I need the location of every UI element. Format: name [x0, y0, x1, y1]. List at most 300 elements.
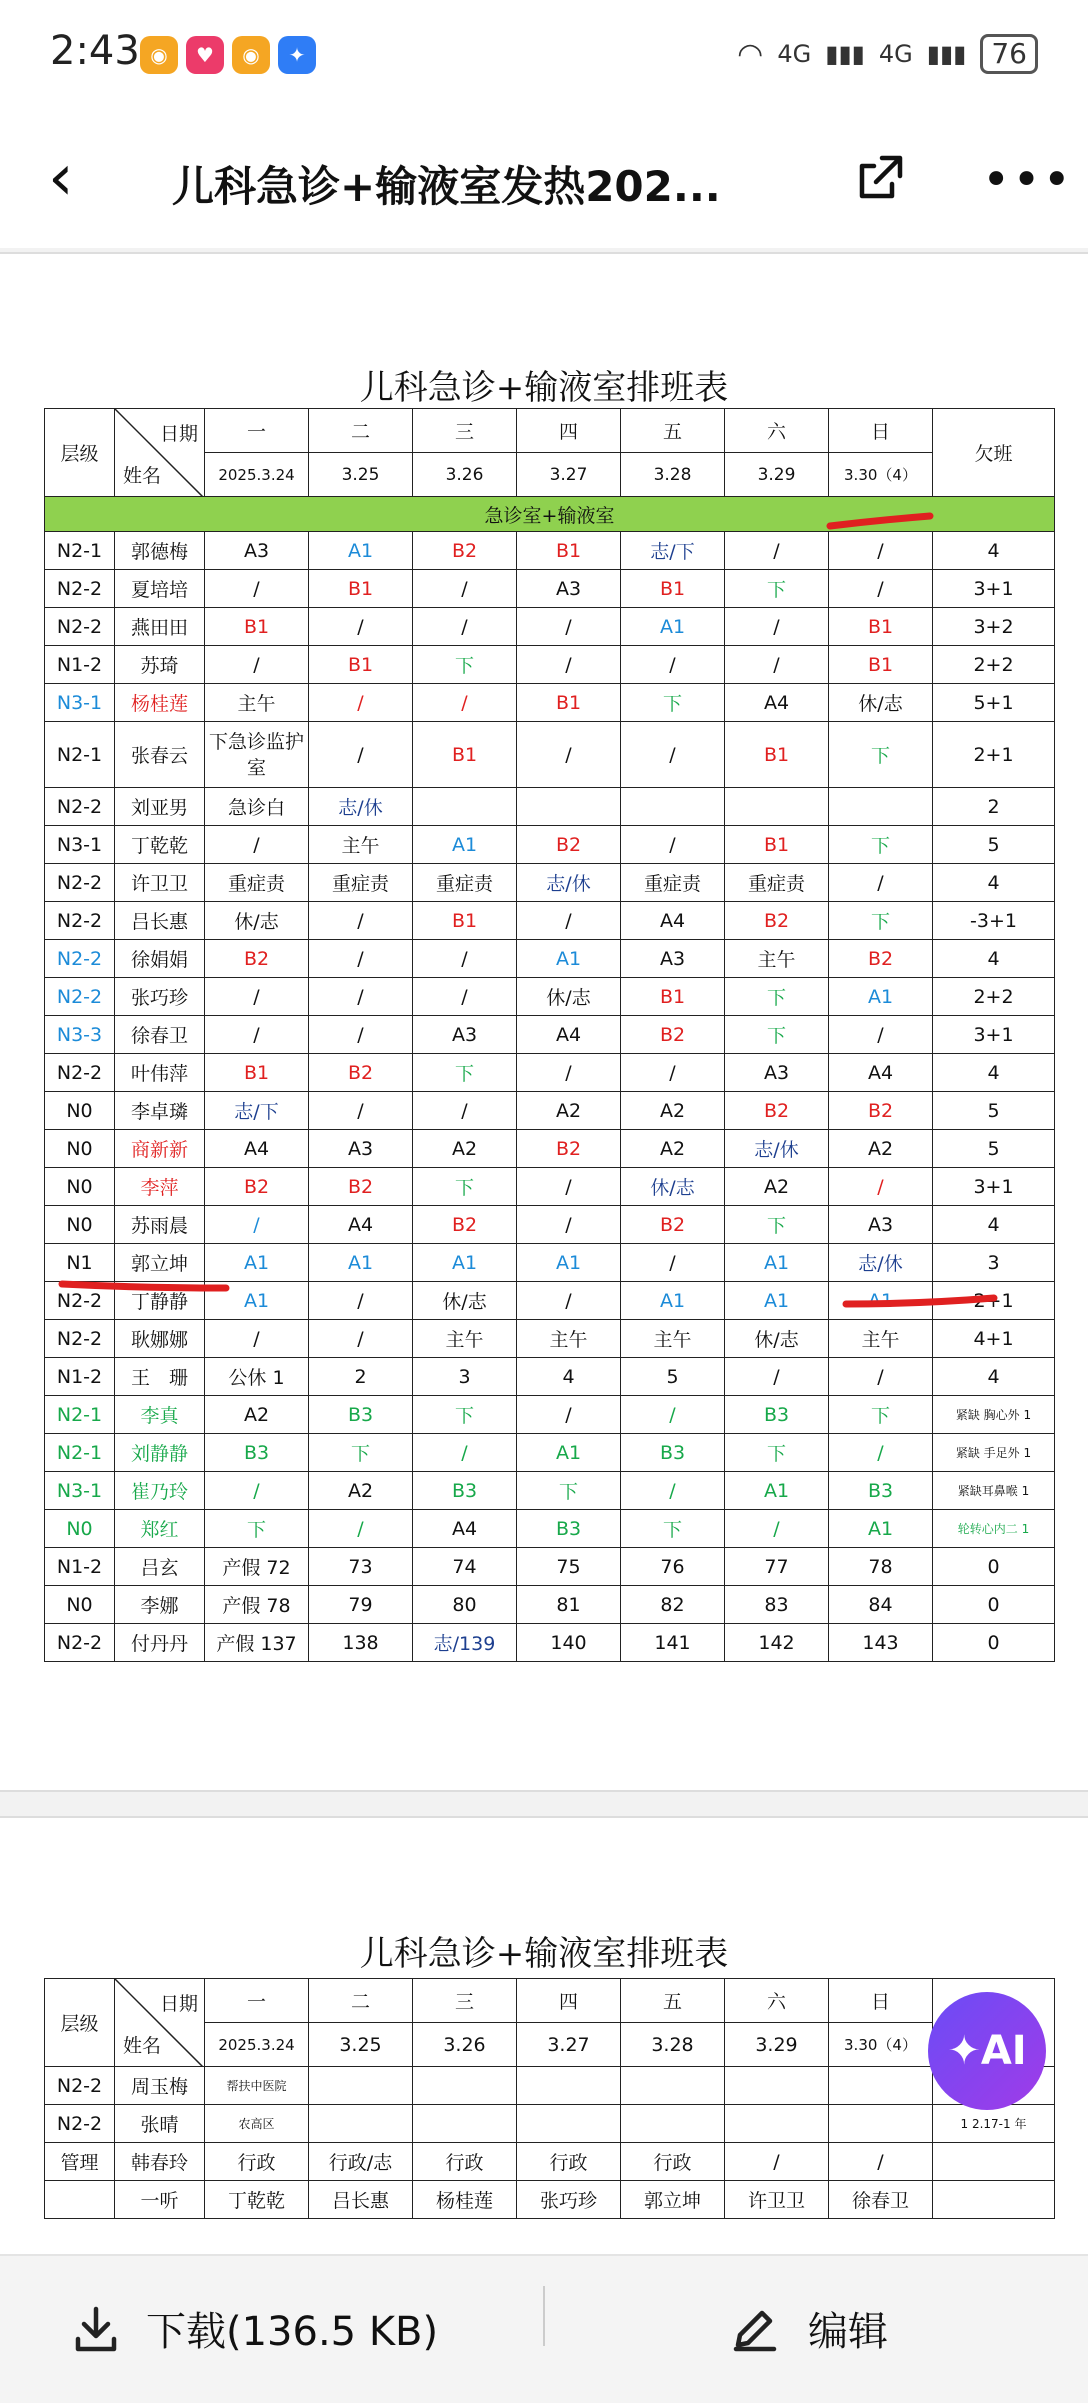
- status-time: 2:43: [50, 28, 140, 74]
- name-cell: 刘静静: [115, 1434, 205, 1472]
- shift-cell: 77: [725, 1548, 829, 1586]
- shift-cell: /: [309, 1092, 413, 1130]
- shift-cell: A1: [205, 1244, 309, 1282]
- pencil-icon: [728, 2303, 780, 2355]
- date-cell: 3.30（4）: [829, 453, 933, 497]
- name-cell: 郑红: [115, 1510, 205, 1548]
- shift-cell: 73: [309, 1548, 413, 1586]
- shift-cell: [413, 2067, 517, 2105]
- level-cell: N1-2: [45, 1358, 115, 1396]
- name-cell: 徐娟娟: [115, 940, 205, 978]
- date-cell: 3.27: [517, 2023, 621, 2067]
- shift-cell: B1: [621, 978, 725, 1016]
- weibo-icon: ◉: [232, 36, 270, 74]
- level-cell: N2-2: [45, 2105, 115, 2143]
- shift-cell: /: [829, 532, 933, 570]
- shift-cell: A1: [725, 1244, 829, 1282]
- shift-cell: 84: [829, 1586, 933, 1624]
- shift-cell: /: [309, 1510, 413, 1548]
- name-cell: 刘亚男: [115, 788, 205, 826]
- shift-cell: /: [725, 532, 829, 570]
- level-cell: N2-2: [45, 978, 115, 1016]
- shift-cell: A3: [413, 1016, 517, 1054]
- shift-cell: A1: [517, 1244, 621, 1282]
- date-cell: 3.27: [517, 453, 621, 497]
- shift-cell: A4: [621, 902, 725, 940]
- signal-4g-icon: 4G: [878, 40, 913, 68]
- owe-cell: 0: [933, 1586, 1055, 1624]
- shift-cell: A1: [413, 1244, 517, 1282]
- shift-cell: 休/志: [413, 1282, 517, 1320]
- shift-cell: A2: [621, 1130, 725, 1168]
- shift-cell: 138: [309, 1624, 413, 1662]
- shift-cell: /: [517, 722, 621, 788]
- shift-cell: A2: [725, 1168, 829, 1206]
- shift-cell: A4: [309, 1206, 413, 1244]
- shift-cell: A1: [829, 1282, 933, 1320]
- level-cell: N0: [45, 1206, 115, 1244]
- shift-cell: 公休 1: [205, 1358, 309, 1396]
- shift-cell: 142: [725, 1624, 829, 1662]
- more-options-icon[interactable]: •••: [982, 152, 1073, 208]
- section-band: 急诊室+输液室: [45, 497, 1055, 532]
- shift-cell: 下: [725, 570, 829, 608]
- name-label: 姓名: [123, 465, 162, 487]
- level-cell: N0: [45, 1130, 115, 1168]
- notification-icons: [140, 36, 316, 74]
- shift-cell: 志/休: [725, 1130, 829, 1168]
- shift-cell: 下急诊监护室: [205, 722, 309, 788]
- owe-cell: 轮转心内二 1: [933, 1510, 1055, 1548]
- shift-cell: /: [517, 1206, 621, 1244]
- date-cell: 3.28: [621, 2023, 725, 2067]
- shift-cell: 产假 137: [205, 1624, 309, 1662]
- name-cell: 吕长惠: [115, 902, 205, 940]
- shift-cell: /: [621, 722, 725, 788]
- shift-cell: 83: [725, 1586, 829, 1624]
- bottom-action-bar: [0, 2254, 1088, 2403]
- shift-cell: A2: [309, 1472, 413, 1510]
- level-cell: N2-2: [45, 608, 115, 646]
- shift-cell: 志/139: [413, 1624, 517, 1662]
- shift-cell: A3: [725, 1054, 829, 1092]
- shift-cell: B2: [517, 1130, 621, 1168]
- owe-cell: [933, 2181, 1055, 2219]
- shift-cell: 2: [309, 1358, 413, 1396]
- game-app-icon: ♥: [186, 36, 224, 74]
- shift-cell: /: [829, 1168, 933, 1206]
- owe-cell: 5: [933, 1092, 1055, 1130]
- date-cell: 3.29: [725, 453, 829, 497]
- shift-cell: /: [205, 826, 309, 864]
- name-cell: 丁乾乾: [115, 826, 205, 864]
- shift-cell: /: [309, 722, 413, 788]
- shift-cell: B2: [413, 1206, 517, 1244]
- shift-cell: 重症责: [621, 864, 725, 902]
- date-cell: 2025.3.24: [205, 2023, 309, 2067]
- shift-cell: 志/休: [309, 788, 413, 826]
- shift-cell: 76: [621, 1548, 725, 1586]
- shift-cell: A1: [517, 1434, 621, 1472]
- shift-cell: 主午: [621, 1320, 725, 1358]
- tips-bulb-icon: ✦: [278, 36, 316, 74]
- owe-cell: 4: [933, 1206, 1055, 1244]
- shift-cell: /: [205, 1206, 309, 1244]
- day-header: 六: [725, 409, 829, 453]
- shift-cell: 行政: [205, 2143, 309, 2181]
- shift-cell: 下: [725, 1016, 829, 1054]
- name-cell: 叶伟萍: [115, 1054, 205, 1092]
- status-bar: [0, 0, 1088, 116]
- table-row: [45, 2067, 1055, 2105]
- shift-cell: 75: [517, 1548, 621, 1586]
- shift-cell: B1: [309, 570, 413, 608]
- shift-cell: /: [309, 684, 413, 722]
- level-cell: N1: [45, 1244, 115, 1282]
- shift-cell: 许卫卫: [725, 2181, 829, 2219]
- shift-cell: 行政: [517, 2143, 621, 2181]
- day-header: 二: [309, 409, 413, 453]
- shift-cell: A4: [205, 1130, 309, 1168]
- shift-cell: [517, 2067, 621, 2105]
- edit-label: 编辑: [808, 2309, 888, 2355]
- owe-cell: 4: [933, 940, 1055, 978]
- battery-icon: 76: [980, 34, 1038, 74]
- shift-cell: 行政: [413, 2143, 517, 2181]
- name-cell: 苏雨晨: [115, 1206, 205, 1244]
- shift-cell: /: [205, 1472, 309, 1510]
- shift-cell: B1: [725, 826, 829, 864]
- shift-cell: 郭立坤: [621, 2181, 725, 2219]
- owe-cell: 0: [933, 1548, 1055, 1586]
- download-button[interactable]: [70, 2300, 438, 2357]
- shift-cell: 行政/志: [309, 2143, 413, 2181]
- shift-cell: 产假 72: [205, 1548, 309, 1586]
- shift-cell: /: [413, 978, 517, 1016]
- shift-cell: /: [205, 1016, 309, 1054]
- shift-cell: 下: [621, 684, 725, 722]
- date-label: 日期: [159, 423, 198, 445]
- name-cell: 郭立坤: [115, 1244, 205, 1282]
- shift-cell: B1: [725, 722, 829, 788]
- level-cell: N0: [45, 1510, 115, 1548]
- shift-cell: B1: [413, 722, 517, 788]
- day-header: 五: [621, 409, 725, 453]
- shift-cell: B2: [621, 1016, 725, 1054]
- shift-cell: /: [413, 940, 517, 978]
- shift-cell: A3: [621, 940, 725, 978]
- shift-cell: 杨桂莲: [413, 2181, 517, 2219]
- name-cell: 张巧珍: [115, 978, 205, 1016]
- shift-cell: /: [205, 1320, 309, 1358]
- owe-cell: 3+1: [933, 1016, 1055, 1054]
- shift-cell: B3: [413, 1472, 517, 1510]
- shift-cell: B2: [725, 1092, 829, 1130]
- shift-cell: 农高区: [205, 2105, 309, 2143]
- level-cell: N2-2: [45, 2067, 115, 2105]
- shift-cell: A1: [621, 1282, 725, 1320]
- owe-cell: 紧缺 手足外 1: [933, 1434, 1055, 1472]
- shift-cell: /: [621, 1396, 725, 1434]
- wifi-icon: ◠: [737, 36, 764, 72]
- day-header: 四: [517, 1979, 621, 2023]
- shift-cell: [621, 2105, 725, 2143]
- shift-cell: B2: [829, 940, 933, 978]
- shift-cell: [517, 2105, 621, 2143]
- shift-cell: 74: [413, 1548, 517, 1586]
- shift-cell: 主午: [205, 684, 309, 722]
- date-cell: 3.30（4）: [829, 2023, 933, 2067]
- shift-cell: /: [621, 826, 725, 864]
- shift-cell: 下: [829, 826, 933, 864]
- owe-cell: 3+1: [933, 1168, 1055, 1206]
- owe-cell: 5+1: [933, 684, 1055, 722]
- shift-cell: A1: [725, 1282, 829, 1320]
- name-cell: 杨桂莲: [115, 684, 205, 722]
- name-cell: 付丹丹: [115, 1624, 205, 1662]
- shift-cell: 产假 78: [205, 1586, 309, 1624]
- shift-cell: B1: [829, 646, 933, 684]
- shift-cell: 80: [413, 1586, 517, 1624]
- owe-cell: [933, 2143, 1055, 2181]
- level-cell: N2-2: [45, 940, 115, 978]
- shift-cell: A1: [829, 1510, 933, 1548]
- shift-cell: B2: [205, 940, 309, 978]
- pen-annotations: [0, 254, 1088, 1790]
- name-cell: 李卓璘: [115, 1092, 205, 1130]
- name-cell: 丁静静: [115, 1282, 205, 1320]
- shift-cell: 下: [829, 902, 933, 940]
- shift-cell: /: [309, 608, 413, 646]
- name-cell: 李萍: [115, 1168, 205, 1206]
- date-cell: 3.26: [413, 2023, 517, 2067]
- shift-cell: B3: [725, 1396, 829, 1434]
- shift-cell: B1: [205, 1054, 309, 1092]
- shift-cell: 重症责: [205, 864, 309, 902]
- name-cell: 夏培培: [115, 570, 205, 608]
- level-cell: N3-1: [45, 1472, 115, 1510]
- name-cell: 崔乃玲: [115, 1472, 205, 1510]
- shift-cell: /: [517, 608, 621, 646]
- owe-cell: 2+2: [933, 646, 1055, 684]
- edit-button[interactable]: [728, 2300, 888, 2357]
- shift-cell: 下: [725, 978, 829, 1016]
- level-header: 层级: [45, 1979, 115, 2067]
- shift-cell: B3: [621, 1434, 725, 1472]
- shift-cell: 休/志: [517, 978, 621, 1016]
- level-cell: N2-2: [45, 864, 115, 902]
- level-cell: N1-2: [45, 646, 115, 684]
- shift-cell: B3: [205, 1434, 309, 1472]
- name-cell: 商新新: [115, 1130, 205, 1168]
- name-cell: 郭德梅: [115, 532, 205, 570]
- shift-cell: 主午: [309, 826, 413, 864]
- shift-cell: A4: [829, 1054, 933, 1092]
- shift-cell: [725, 2067, 829, 2105]
- shift-cell: 下: [725, 1206, 829, 1244]
- shift-cell: 主午: [829, 1320, 933, 1358]
- shift-cell: 79: [309, 1586, 413, 1624]
- shift-cell: /: [621, 646, 725, 684]
- shift-cell: A1: [725, 1472, 829, 1510]
- shift-cell: 下: [517, 1472, 621, 1510]
- shift-cell: /: [517, 646, 621, 684]
- shift-cell: 4: [517, 1358, 621, 1396]
- name-cell: 吕玄: [115, 1548, 205, 1586]
- shift-cell: 下: [725, 1434, 829, 1472]
- level-cell: N2-2: [45, 788, 115, 826]
- shift-cell: B1: [413, 902, 517, 940]
- shift-cell: /: [205, 646, 309, 684]
- date-name-header: [115, 1979, 205, 2067]
- download-label: 下载(136.5 KB): [146, 2309, 439, 2355]
- level-cell: N2-1: [45, 722, 115, 788]
- schedule-title: 儿科急诊+输液室排班表: [359, 368, 729, 408]
- date-cell: 3.25: [309, 453, 413, 497]
- shift-cell: /: [205, 978, 309, 1016]
- shift-cell: B1: [829, 608, 933, 646]
- owe-cell: 3: [933, 1244, 1055, 1282]
- shift-cell: /: [829, 570, 933, 608]
- shift-cell: 重症责: [413, 864, 517, 902]
- shift-cell: /: [413, 1434, 517, 1472]
- shift-cell: /: [517, 902, 621, 940]
- owe-cell: 紧缺耳鼻喉 1: [933, 1472, 1055, 1510]
- owe-cell: 4: [933, 532, 1055, 570]
- shift-cell: 徐春卫: [829, 2181, 933, 2219]
- shift-cell: /: [517, 1054, 621, 1092]
- signal-4g-icon: 4G: [777, 40, 812, 68]
- day-header: 五: [621, 1979, 725, 2023]
- level-cell: N2-1: [45, 532, 115, 570]
- shift-cell: /: [205, 570, 309, 608]
- shift-cell: /: [725, 1510, 829, 1548]
- shift-cell: 141: [621, 1624, 725, 1662]
- shift-cell: A1: [621, 608, 725, 646]
- owe-cell: 紧缺 胸心外 1: [933, 1396, 1055, 1434]
- level-cell: N3-3: [45, 1016, 115, 1054]
- level-cell: N3-1: [45, 826, 115, 864]
- shift-cell: A1: [413, 826, 517, 864]
- ai-assistant-button[interactable]: ✦ AI: [928, 1992, 1046, 2110]
- day-header: 三: [413, 409, 517, 453]
- shift-cell: 下: [413, 646, 517, 684]
- owe-cell: 4+1: [933, 1320, 1055, 1358]
- shift-cell: 81: [517, 1586, 621, 1624]
- owe-cell: 4: [933, 1054, 1055, 1092]
- owe-cell: 1 2.17-1 年: [933, 2105, 1055, 2143]
- shift-cell: 丁乾乾: [205, 2181, 309, 2219]
- ai-label: AI: [980, 2028, 1027, 2074]
- shift-cell: B2: [829, 1092, 933, 1130]
- shift-cell: /: [309, 902, 413, 940]
- shift-cell: 下: [621, 1510, 725, 1548]
- shift-cell: 吕长惠: [309, 2181, 413, 2219]
- shift-cell: 张巧珍: [517, 2181, 621, 2219]
- shift-cell: A4: [517, 1016, 621, 1054]
- owe-cell: 5: [933, 1130, 1055, 1168]
- shift-cell: 下: [829, 1396, 933, 1434]
- shift-cell: /: [413, 1092, 517, 1130]
- name-cell: 燕田田: [115, 608, 205, 646]
- owe-cell: 2+2: [933, 978, 1055, 1016]
- name-cell: 徐春卫: [115, 1016, 205, 1054]
- owe-header: 欠班: [933, 409, 1055, 497]
- level-cell: N2-2: [45, 570, 115, 608]
- shift-cell: A3: [829, 1206, 933, 1244]
- shift-cell: 下: [205, 1510, 309, 1548]
- shift-cell: 志/休: [829, 1244, 933, 1282]
- owe-cell: 3+2: [933, 608, 1055, 646]
- name-cell: 韩春玲: [115, 2143, 205, 2181]
- shift-cell: /: [413, 570, 517, 608]
- shift-cell: 143: [829, 1624, 933, 1662]
- level-cell: N0: [45, 1168, 115, 1206]
- schedule-table-2: [44, 1978, 1055, 2219]
- table-row: [45, 2105, 1055, 2143]
- shift-cell: 主午: [413, 1320, 517, 1358]
- shift-cell: /: [309, 1282, 413, 1320]
- day-header: 六: [725, 1979, 829, 2023]
- level-cell: N1-2: [45, 1548, 115, 1586]
- level-cell: N0: [45, 1586, 115, 1624]
- name-label: 姓名: [123, 2035, 162, 2057]
- date-cell: 3.28: [621, 453, 725, 497]
- shift-cell: A2: [621, 1092, 725, 1130]
- shift-cell: 5: [621, 1358, 725, 1396]
- shift-cell: [725, 2105, 829, 2143]
- shift-cell: A4: [413, 1510, 517, 1548]
- shift-cell: /: [413, 608, 517, 646]
- name-cell: 一听: [115, 2181, 205, 2219]
- shift-cell: /: [829, 2143, 933, 2181]
- share-icon[interactable]: [852, 150, 908, 206]
- date-cell: 3.26: [413, 453, 517, 497]
- day-header: 日: [829, 1979, 933, 2023]
- download-icon: [70, 2303, 122, 2355]
- shift-cell: /: [725, 2143, 829, 2181]
- shift-cell: 3: [413, 1358, 517, 1396]
- shift-cell: /: [309, 978, 413, 1016]
- name-cell: 李娜: [115, 1586, 205, 1624]
- shift-cell: 重症责: [309, 864, 413, 902]
- schedule-title-2: 儿科急诊+输液室排班表: [359, 1934, 729, 1974]
- shift-cell: /: [725, 1358, 829, 1396]
- shift-cell: 志/休: [517, 864, 621, 902]
- shift-cell: A2: [517, 1092, 621, 1130]
- shift-cell: A3: [309, 1130, 413, 1168]
- date-cell: 3.29: [725, 2023, 829, 2067]
- shift-cell: 休/志: [621, 1168, 725, 1206]
- shift-cell: 重症责: [725, 864, 829, 902]
- shift-cell: /: [309, 940, 413, 978]
- shift-cell: /: [725, 608, 829, 646]
- owe-cell: 5: [933, 826, 1055, 864]
- name-cell: 耿娜娜: [115, 1320, 205, 1358]
- name-cell: 王 珊: [115, 1358, 205, 1396]
- shift-cell: 休/志: [205, 902, 309, 940]
- shift-cell: 休/志: [829, 684, 933, 722]
- date-label: 日期: [159, 1993, 198, 2015]
- shift-cell: /: [621, 1472, 725, 1510]
- shift-cell: B3: [517, 1510, 621, 1548]
- document-page-1: [0, 252, 1088, 1792]
- level-cell: N3-1: [45, 684, 115, 722]
- back-arrow-icon[interactable]: ‹: [48, 141, 74, 215]
- shift-cell: B2: [621, 1206, 725, 1244]
- owe-cell: 4: [933, 864, 1055, 902]
- shift-cell: [829, 2105, 933, 2143]
